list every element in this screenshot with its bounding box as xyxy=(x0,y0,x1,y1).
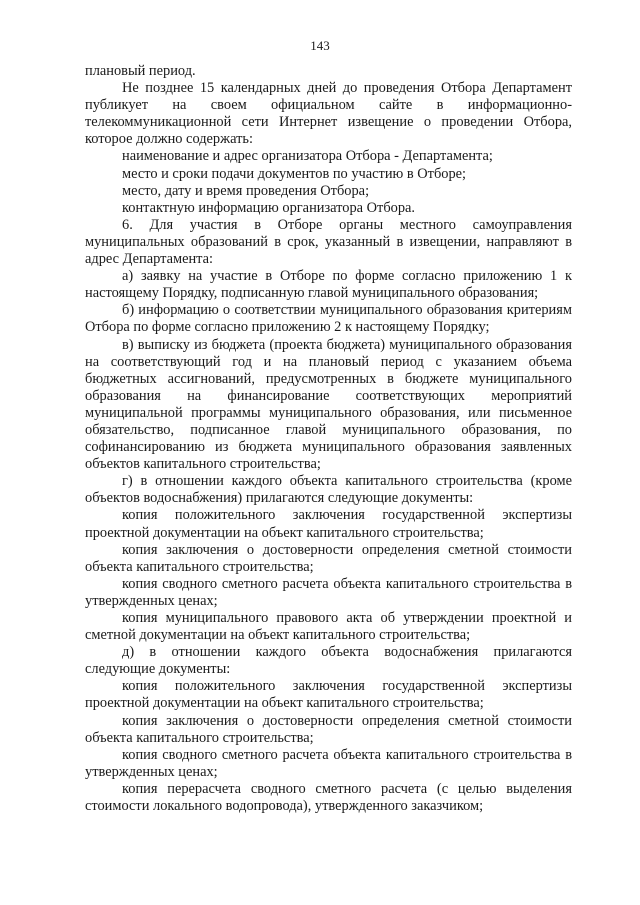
paragraph: копия сводного сметного расчета объекта капитального строительства в утвержденных ценах; xyxy=(85,746,572,780)
paragraph: копия сводного сметного расчета объекта капитального строительства в утвержденных ценах; xyxy=(85,575,572,609)
paragraph: д) в отношении каждого объекта водоснабжения прилагаются следующие документы: xyxy=(85,644,572,678)
page-number: 143 xyxy=(310,38,330,53)
paragraph: плановый период. xyxy=(85,63,196,79)
paragraph: б) информацию о соответствии муниципального образования критериям Отбора по форме согласно приложению 2 к настоящему Порядку; xyxy=(85,302,572,336)
paragraph: место и сроки подачи документов по участию в Отборе; xyxy=(122,165,467,182)
paragraph: наименование и адрес организатора Отбора - Департамента; xyxy=(122,148,493,165)
paragraph: Не позднее 15 календарных дней до проведения Отбора Департамент публикует на своем официальном сайте в информационно-телекоммуникационной сети Интернет извещение о проведении Отбора, которое должно содержать: xyxy=(85,80,572,148)
document-body xyxy=(85,63,572,815)
paragraph: копия положительного заключения государственной экспертизы проектной документации на объект капитального строительства; xyxy=(85,507,572,541)
paragraph: в) выписку из бюджета (проекта бюджета) муниципального образования на соответствующий год и на плановый период с указанием объема бюджетных ассигнований, предусмотренных в бюджете муниципального образования на финансирование соответствующих мероприятий муниципальной программы муниципального образования, или письменное обязательство, подписанное главой муниципального образования, по софинансированию из бюджета муниципального образования заявленных объектов капитального строительства; xyxy=(85,336,572,473)
paragraph: место, дату и время проведения Отбора; xyxy=(122,182,370,199)
paragraph: 6. Для участия в Отборе органы местного самоуправления муниципальных образований в срок, указанный в извещении, направляют в адрес Департамента: xyxy=(85,216,572,268)
paragraph: контактную информацию организатора Отбора. xyxy=(122,199,416,216)
paragraph: г) в отношении каждого объекта капитального строительства (кроме объектов водоснабжения) прилагаются следующие документы: xyxy=(85,473,572,507)
paragraph: копия перерасчета сводного сметного расчета (с целью выделения стоимости локального водопровода), утвержденного заказчиком; xyxy=(85,780,572,815)
paragraph: а) заявку на участие в Отборе по форме согласно приложению 1 к настоящему Порядку, подписанную главой муниципального образования; xyxy=(85,268,572,302)
paragraph: копия заключения о достоверности определения сметной стоимости объекта капитального строительства; xyxy=(85,712,572,746)
paragraph: копия заключения о достоверности определения сметной стоимости объекта капитального строительства; xyxy=(85,541,572,575)
paragraph: копия муниципального правового акта об утверждении проектной и сметной документации на объект капитального строительства; xyxy=(85,610,572,644)
paragraph: копия положительного заключения государственной экспертизы проектной документации на объект капитального строительства; xyxy=(85,678,572,712)
